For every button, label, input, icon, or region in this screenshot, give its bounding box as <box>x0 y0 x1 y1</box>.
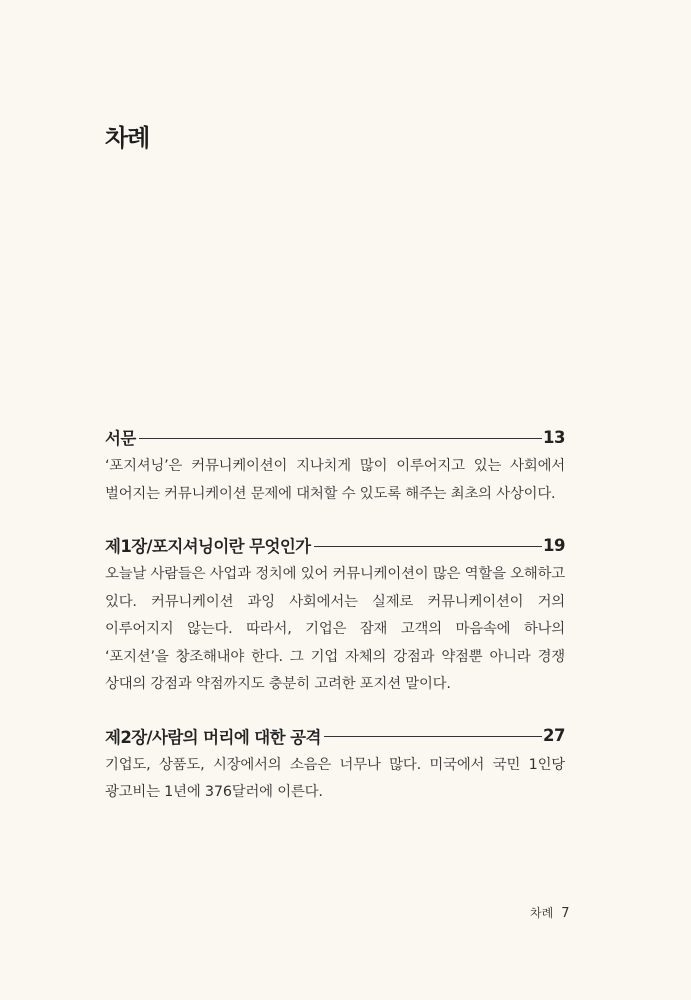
toc-entry-title: 서문 <box>105 429 136 448</box>
toc-entry-description: 기업도, 상품도, 시장에서의 소음은 너무나 많다. 미국에서 국민 1인당 광고비는 1년에 376달러에 이른다. <box>105 756 565 800</box>
toc-entry-page: 13 <box>543 427 565 447</box>
toc-entry-description: 오늘날 사람들은 사업과 정치에 있어 커뮤니케이션이 많은 역할을 오해하고 있다. 커뮤니케이션 과잉 사회에서는 실제로 커뮤니케이션이 거의 이루어지지 않는다. 따라서, 기업은 잠재 고객의 마음속에 하나의 ‘포지션’을 창조해내야 한다. 그 기업 자체의 강점과 약점뿐 아니라 경쟁 상대의 강점과 약점까지도 충분히 고려한 포지션 말이다. <box>105 566 565 692</box>
toc-heading-row[interactable] <box>105 722 565 750</box>
toc-entry-page: 27 <box>543 726 565 745</box>
toc-heading-row[interactable] <box>105 423 565 451</box>
toc-heading-row[interactable] <box>105 531 565 559</box>
table-of-contents <box>105 423 565 830</box>
footer-label: 차례 <box>530 906 554 920</box>
page-number: 7 <box>561 906 570 921</box>
page-title: 차례 <box>105 124 150 152</box>
toc-entry-chapter-1 <box>105 531 565 699</box>
page-footer <box>530 904 569 921</box>
leader-line <box>139 438 542 439</box>
toc-entry-chapter-2 <box>105 722 565 807</box>
toc-entry-title: 제1장/포지셔닝이란 무엇인가 <box>105 537 311 556</box>
leader-line <box>314 546 543 547</box>
toc-entry-page: 19 <box>543 535 565 555</box>
toc-entry-description: ‘포지셔닝’은 커뮤니케이션이 지나치게 많이 이루어지고 있는 사회에서 벌어지는 커뮤니케이션 문제에 대처할 수 있도록 해주는 최초의 사상이다. <box>105 458 565 502</box>
leader-line <box>324 736 542 737</box>
toc-entry-title: 제2장/사람의 머리에 대한 공격 <box>105 727 321 747</box>
toc-entry-preface <box>105 423 565 508</box>
